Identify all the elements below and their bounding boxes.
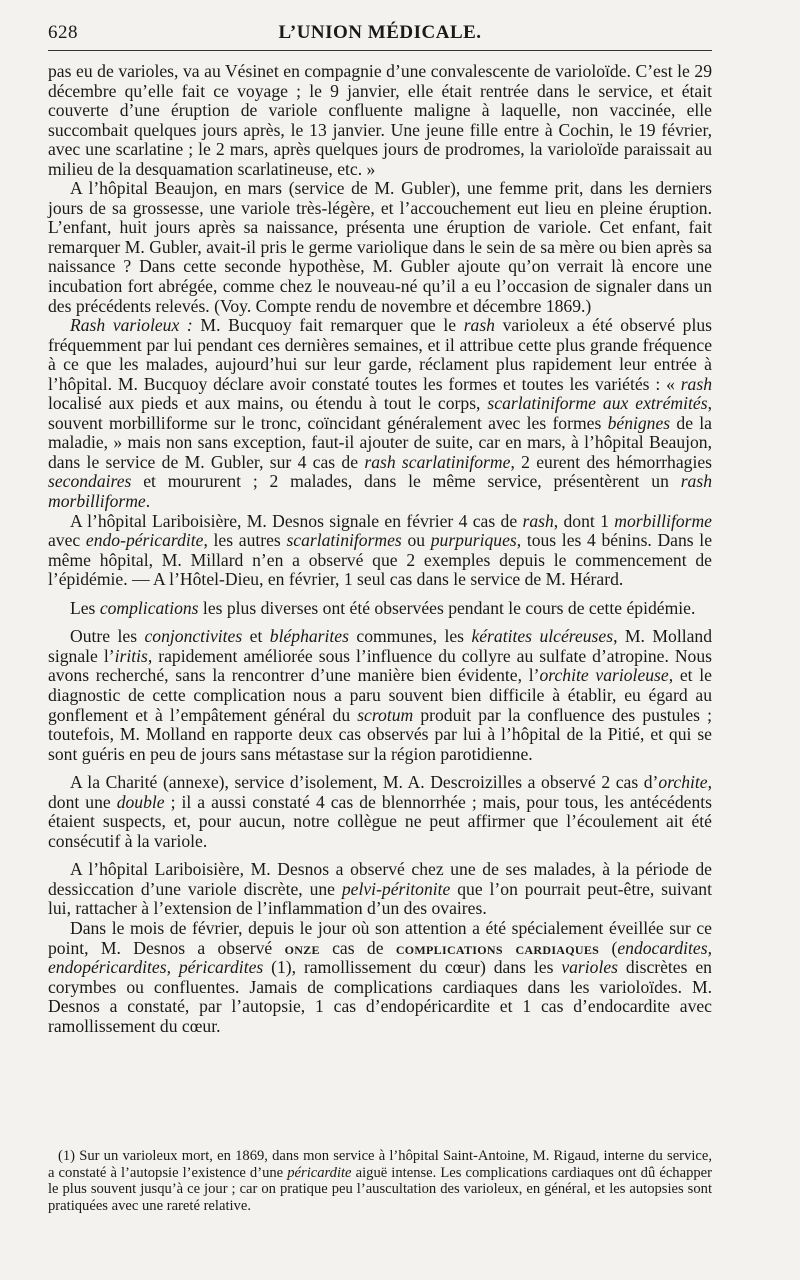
italic-run: rash [463, 315, 495, 336]
italic-run: rash [522, 510, 554, 531]
text-run: , M. Molland signale l’ [48, 626, 712, 666]
text-run: , 2 eurent des hémorrhagies [510, 451, 712, 472]
text-run: Dans le mois de février, depuis le jour où son attention a été spécialement éveillée sur ce point, M. Desnos a observé [48, 917, 712, 958]
italic-run: purpuriques [430, 530, 517, 551]
italic-run: kératites ulcéreuses [471, 626, 614, 647]
italic-run: secondaires [48, 471, 132, 492]
italic-run: blépharites [269, 626, 349, 647]
italic-run: péricardite [287, 1164, 352, 1181]
italic-run: orchite [658, 772, 708, 793]
text-run: les plus diverses ont été observées pendant le cours de cette épidémie. [198, 597, 696, 618]
text-run: A l’hôpital Lariboisière, M. Desnos signale en février 4 cas de [70, 510, 523, 531]
text-run: ou [401, 530, 431, 551]
page-number: 628 [48, 22, 78, 43]
italic-run: morbilliforme [614, 510, 712, 531]
text-run: , et le diagnostic de cette complication nous a paru souvent bien difficile à établir, eu égard au gonflement et à l’empâtement général du [48, 665, 712, 725]
text-run: et moururent ; 2 malades, dans le même service, présentèrent un [131, 471, 681, 492]
italic-run: bénignes [607, 412, 671, 433]
italic-run: complications [99, 597, 199, 618]
paragraph [48, 919, 712, 1036]
footnote-text [48, 1148, 712, 1214]
text-run: , dont 1 [553, 510, 615, 531]
small-caps-run: onze [284, 937, 320, 958]
text-run: (1) Sur un varioleux mort, en 1869, dans mon service à l’hôpital Saint-Antoine, M. Rigaud, interne du service, a constaté à l’autopsie l’existence d’une [48, 1148, 712, 1181]
article-body [48, 62, 712, 1036]
text-run: produit par la confluence des pustules ; toutefois, M. Molland en rapporte deux cas observés par lui à l’hôpital de la Pitié, et qui se sont guéris en peu de jours sans métastase sur la région parotidienne. [48, 704, 712, 764]
text-run: avec [48, 530, 86, 551]
paragraph [48, 179, 712, 316]
text-run: ( [599, 937, 618, 958]
text-run: Les [70, 597, 100, 618]
text-run: A l’hôpital Lariboisière, M. Desnos a observé chez une de ses malades, à la période de dessiccation d’une variole discrète, une [48, 859, 712, 899]
text-run: varioleux a été observé plus fréquemment par lui pendant ces dernières semaines, et il attribue cette plus grande fréquence à ce que les malades, aujourd’hui sur leur garde, réclament plus rapidement leur entrée à l’hôpital. M. Bucquoy déclare avoir constaté toutes les formes et toutes les variétés : « [48, 315, 712, 394]
text-run: A l’hôpital Beaujon, en mars (service de M. Gubler), une femme prit, dans les derniers jours de sa grossesse, une variole très-légère, et l’accouchement eut lieu en pleine éruption. L’enfant, huit jours après sa naissance, présenta une éruption de variole. Cet enfant, fait remarquer M. Gubler, avait-il pris le germe variolique dans le sein de sa mère ou bien après sa naissance ? Dans cette seconde hypothèse, M. Gubler ajoute qu’on verrait là encore une incubation fort abrégée, comme chez le nouveau-né qu’il a eu l’occasion de signaler dans un des précédents relevés. (Voy. Compte rendu de novembre et décembre 1869.) [48, 178, 712, 316]
text-run: aiguë intense. Les complications cardiaques ont dû échapper le plus souvent jusqu’à ce jour ; car on pratique peu l’auscultation des varioleux, en général, et les autopsies sont pratiquées avec une rareté relative. [48, 1164, 712, 1214]
text-run: . [145, 491, 151, 512]
paragraph [48, 773, 712, 851]
italic-run: scarlatiniformes [286, 530, 402, 551]
text-run: ; il a aussi constaté 4 cas de blennorrhée ; mais, pour tous, les antécédents étaient suspects, et, pour aucun, notre collègue ne peut affirmer que l’écoulement ait été consécutif à la variole. [48, 791, 712, 851]
paragraph [48, 599, 712, 619]
text-run: , souvent morbilliforme sur le tronc, coïncidant généralement avec les formes [48, 393, 712, 433]
text-run: A la Charité (annexe), service d’isolement, M. A. Descroizilles a observé 2 cas d’ [70, 772, 659, 793]
text-run: pas eu de varioles, va au Vésinet en compagnie d’une convalescente de varioloïde. C’est le 29 décembre qu’elle fait ce voyage ; le 9 janvier, elle était rentrée dans le service, et était couverte d’une éruption de variole confluente maligne à laquelle, non vaccinée, elle succombait quelques jours après, le 13 janvier. Une jeune fille entre à Cochin, le 19 février, avec une scarlatine ; le 2 mars, après quelques jours de prodromes, la varioloïde paraissait au milieu de la desquamation scarlatineuse, etc. » [48, 61, 712, 179]
text-run: discrètes en corymbes ou confluentes. Jamais de complications cardiaques dans les varioloïdes. M. Desnos a constaté, par l’autopsie, 1 cas d’endopéricardite et 1 cas d’endocardite avec ramollissement du cœur. [48, 957, 712, 1036]
italic-run: pelvi-péritonite [341, 878, 451, 899]
text-run: de la maladie, » mais non sans exception, faut-il ajouter de suite, car en mars, à l’hôpital Beaujon, dans le service de M. Gubler, sur 4 cas de [48, 412, 712, 472]
text-run: que l’on pourrait peut-être, suivant lui, rattacher à l’extension de l’inflammation d’un des ovaires. [48, 878, 712, 919]
text-run: communes, les [348, 626, 472, 647]
text-run: , rapidement améliorée sous l’influence du collyre au sulfate d’atropine. Nous avons recherché, sans la rencontrer d’une manière bien évidente, l’ [48, 645, 712, 686]
italic-run: double [116, 791, 165, 812]
header-rule [48, 50, 712, 51]
paragraph [48, 512, 712, 590]
italic-run: varioles [561, 957, 619, 978]
paragraph [48, 627, 712, 764]
italic-run: iritis [114, 645, 148, 666]
paragraph [48, 860, 712, 919]
running-header [48, 18, 712, 48]
italic-run: scarlatiniforme aux extrémités [487, 393, 708, 414]
text-run: M. Bucquoy fait remarquer que le [192, 315, 464, 336]
italic-run: rash scarlatiniforme [364, 451, 511, 472]
italic-run: scrotum [357, 704, 414, 725]
text-run: et [242, 626, 270, 647]
italic-run: rash morbilliforme [48, 471, 712, 512]
text-run: , tous les 4 bénins. Dans le même hôpital, M. Millard n’en a observé que 2 exemples depuis le commencement de l’épidémie. — A l’Hôtel-Dieu, en février, 1 seul cas dans le service de M. Hérard. [48, 530, 712, 590]
text-run: localisé aux pieds et aux mains, ou étendu à tout le corps, [48, 393, 488, 414]
paragraph [48, 316, 712, 511]
italic-run: endocardites, endopéricardites, péricardites [48, 937, 712, 978]
italic-run: rash [680, 373, 712, 394]
text-run: , dont une [48, 772, 712, 812]
text-run: cas de [319, 937, 396, 958]
text-run: , les autres [203, 530, 287, 551]
small-caps-run: complications cardiaques [395, 937, 600, 958]
text-run: (1), ramollissement du cœur) dans les [263, 957, 562, 978]
italic-run: conjonctivites [144, 626, 243, 647]
paragraph [48, 62, 712, 179]
italic-run: endo-péricardite [85, 530, 204, 551]
journal-title: L’UNION MÉDICALE. [278, 22, 482, 43]
text-run: Outre les [70, 626, 145, 647]
italic-run: orchite varioleuse [539, 665, 669, 686]
italic-run: Rash varioleux : [70, 315, 193, 336]
footnote [48, 1148, 712, 1214]
